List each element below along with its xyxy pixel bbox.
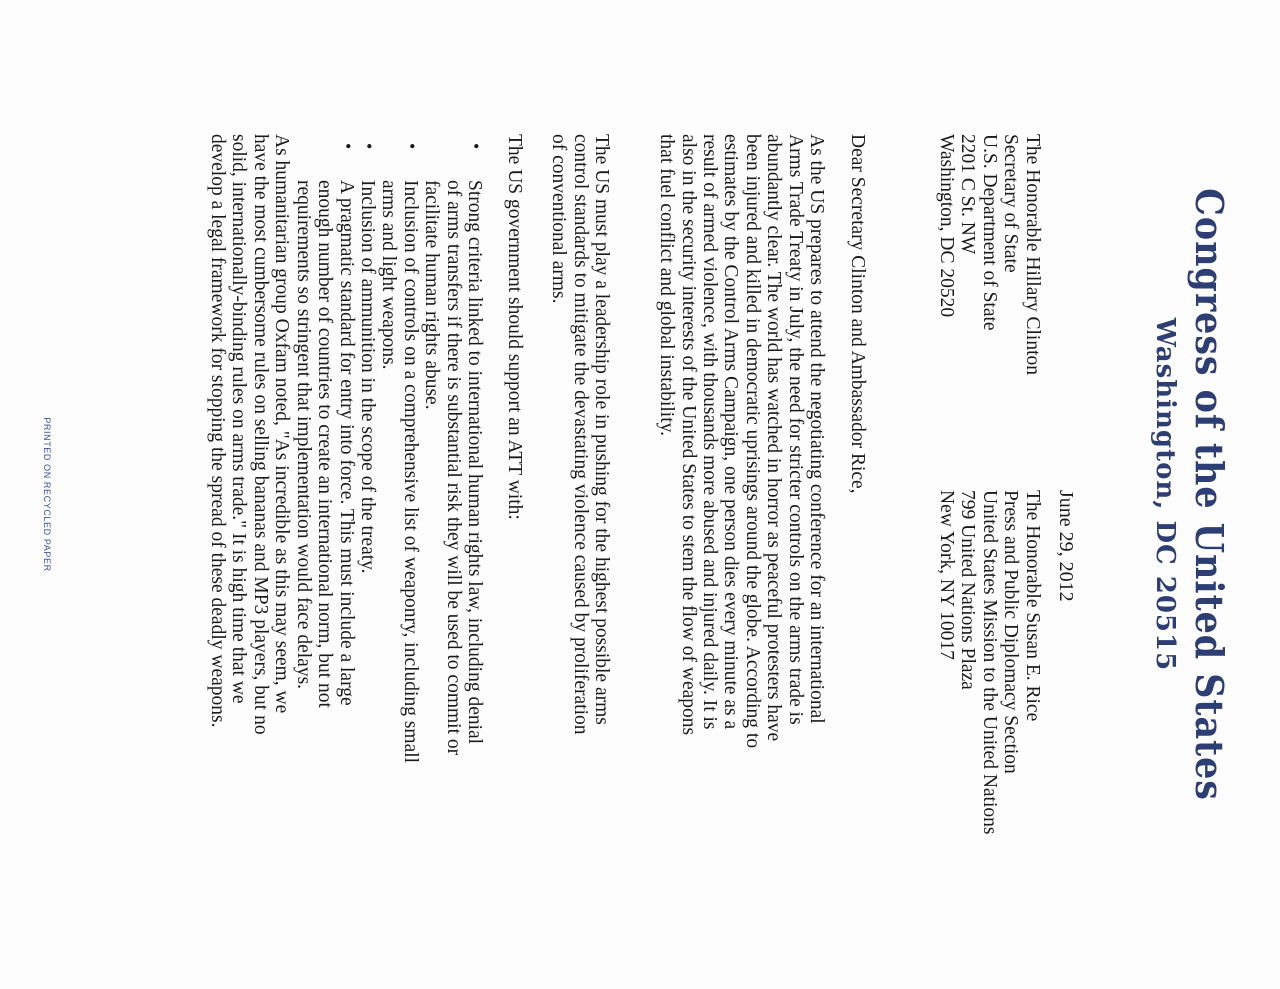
letter-date: June 29, 2012 <box>1055 490 1077 602</box>
bullet-icon: • <box>337 143 358 150</box>
address-line: Press and Public Diplomacy Section <box>1000 490 1022 774</box>
list-item-text: Strong criteria linked to international human rights law, including denial of arms transfers if there is substantial risk they will be used to commit or facilitate human rights abuse. <box>421 180 485 756</box>
list-item <box>421 134 485 764</box>
bullet-icon: • <box>466 143 486 150</box>
letterhead-subtitle: Washington, DC 20515 <box>1150 317 1180 672</box>
address-line: 799 United Nations Plaza <box>957 490 979 690</box>
recycled-paper-footer: PRINTED ON RECYCLED PAPER <box>42 417 52 572</box>
paragraph-oxfam-quote: As humanitarian group Oxfam noted, "As incredible as this may seem, we have the most cumbersome rules on selling bananas and MP3 players, but no solid, internationally-binding rules on arms trade." It is high time that we develop a legal framework for stopping the spread of these deadly weapons. <box>206 134 292 735</box>
bullet-icon: • <box>401 143 422 150</box>
address-line: United States Mission to the United Nations <box>978 490 1000 835</box>
recipient-address-clinton <box>935 134 1043 375</box>
recipient-address-rice <box>935 490 1043 834</box>
address-line: New York, NY 10017 <box>935 490 957 660</box>
bullet-icon: • <box>358 143 379 150</box>
list-item-text: Inclusion of ammunition in the scope of the treaty. <box>356 180 378 574</box>
list-item <box>292 134 356 764</box>
address-line: U.S. Department of State <box>978 134 1000 331</box>
address-line: 2201 C St. NW <box>957 134 979 255</box>
paragraph-support-intro: The US government should support an ATT with: <box>504 134 525 520</box>
list-item-text: Inclusion of controls on a comprehensive list of weaponry, including small arms and light weapons. <box>378 180 421 764</box>
address-line: The Honorable Susan E. Rice <box>1022 490 1043 722</box>
salutation: Dear Secretary Clinton and Ambassador Rice, <box>847 134 868 494</box>
letterhead-title: Congress of the United States <box>1187 188 1232 801</box>
address-line: The Honorable Hillary Clinton <box>1022 134 1043 375</box>
paragraph-leadership: The US must play a leadership role in pushing for the highest possible arms control standards to mitigate the devastating violence caused by proliferation of conventional arms. <box>548 134 612 735</box>
list-item <box>378 134 421 764</box>
address-line: Secretary of State <box>1000 134 1022 273</box>
treaty-criteria-list <box>292 134 485 764</box>
list-item-text: A pragmatic standard for entry into force. This must include a large enough number of countries to create an international norm, but not requirements so stringent that implementation would face delays. <box>292 180 357 708</box>
address-line: Washington, DC 20520 <box>935 134 957 318</box>
paragraph-context: As the US prepares to attend the negotiating conference for an international Arms Trade Treaty in July, the need for stricter controls on the arms trade is abundantly clear. The world has watched in horror as peaceful protesters have been injured and killed in democratic uprisings around the globe. According to estimates by the Control Arms Campaign, one person dies every minute as a result of armed violence, with thousands more abused and injured daily. It is also in the security interests of the United States to stem the flow of weapons that fuel conflict and global instability. <box>656 134 827 749</box>
list-item <box>357 134 378 764</box>
